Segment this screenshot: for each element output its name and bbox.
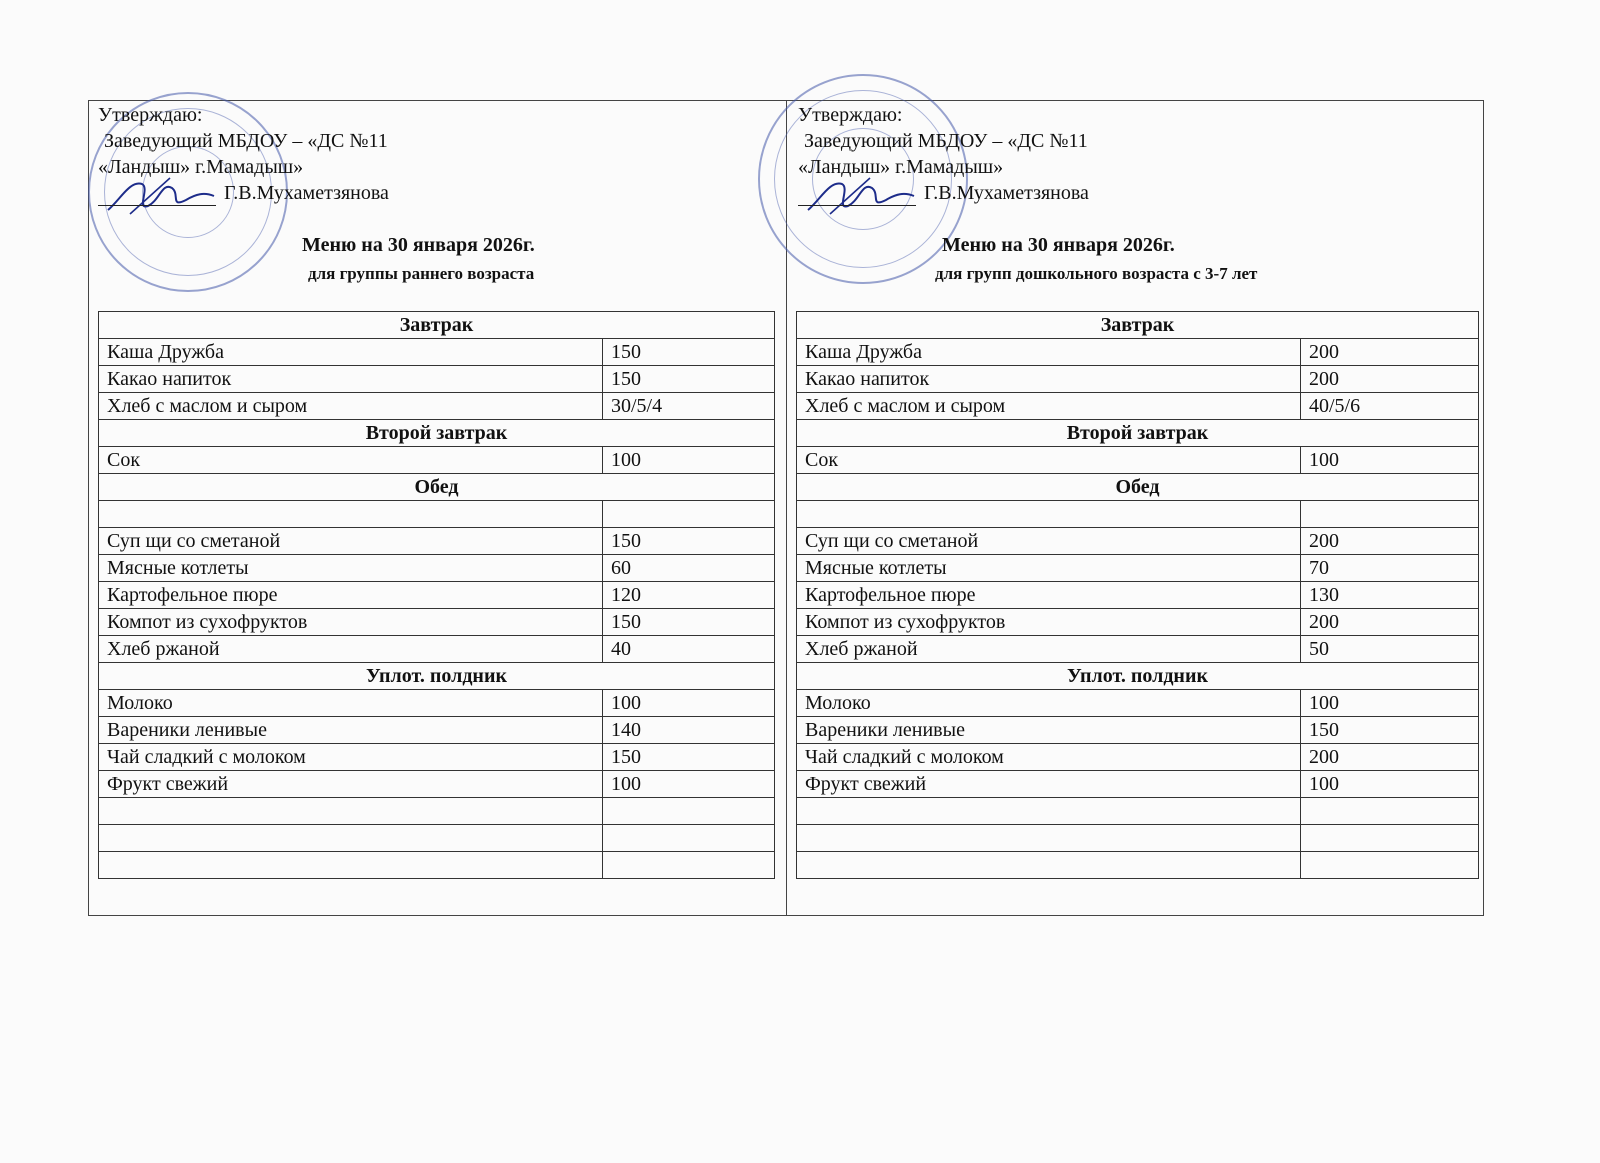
meal-section-heading: Обед: [797, 474, 1479, 501]
signature-line: [798, 185, 916, 206]
table-row: [99, 393, 775, 420]
table-row: [797, 393, 1479, 420]
portion-cell: 150: [603, 528, 775, 555]
portion-cell: [1301, 798, 1479, 825]
table-row: [99, 717, 775, 744]
table-row: [797, 852, 1479, 879]
portion-cell: 130: [1301, 582, 1479, 609]
dish-name-cell: Сок: [797, 447, 1301, 474]
approval-institution: «Ландыш» г.Мамадыш»: [798, 156, 1004, 178]
table-row: [99, 555, 775, 582]
dish-name-cell: Фрукт свежий: [797, 771, 1301, 798]
portion-cell: 150: [1301, 717, 1479, 744]
meal-section-heading: Завтрак: [797, 312, 1479, 339]
dish-name-cell: Чай сладкий с молоком: [99, 744, 603, 771]
table-row: [99, 339, 775, 366]
table-row: [99, 528, 775, 555]
meal-section-heading: Второй завтрак: [797, 420, 1479, 447]
dish-name-cell: Какао напиток: [99, 366, 603, 393]
table-row: [797, 771, 1479, 798]
meal-section-heading: Второй завтрак: [99, 420, 775, 447]
dish-name-cell: Фрукт свежий: [99, 771, 603, 798]
section-row: [99, 663, 775, 690]
approval-institution: «Ландыш» г.Мамадыш»: [98, 156, 304, 178]
portion-cell: 70: [1301, 555, 1479, 582]
section-row: [99, 420, 775, 447]
menu-subtitle-left: для группы раннего возраста: [308, 264, 535, 283]
portion-cell: 60: [603, 555, 775, 582]
portion-cell: 100: [1301, 771, 1479, 798]
table-row: [99, 825, 775, 852]
dish-name-cell: Хлеб с маслом и сыром: [99, 393, 603, 420]
portion-cell: [1301, 852, 1479, 879]
approval-label: Утверждаю:: [798, 104, 903, 126]
table-row: [99, 501, 775, 528]
portion-cell: [1301, 825, 1479, 852]
menu-title-left: Меню на 30 января 2026г.: [302, 234, 535, 256]
portion-cell: [603, 798, 775, 825]
approval-signer: Г.В.Мухаметзянова: [924, 182, 1089, 204]
portion-cell: [603, 852, 775, 879]
portion-cell: 200: [1301, 744, 1479, 771]
table-row: [797, 528, 1479, 555]
approval-block-left: [98, 102, 389, 206]
portion-cell: 150: [603, 744, 775, 771]
table-row: [797, 366, 1479, 393]
dish-name-cell: [797, 852, 1301, 879]
portion-cell: 200: [1301, 528, 1479, 555]
menu-title-right: Меню на 30 января 2026г.: [942, 234, 1175, 256]
table-row: [99, 582, 775, 609]
portion-cell: 200: [1301, 366, 1479, 393]
portion-cell: 30/5/4: [603, 393, 775, 420]
approval-position: Заведующий МБДОУ – «ДС №11: [104, 130, 388, 152]
dish-name-cell: Вареники ленивые: [99, 717, 603, 744]
dish-name-cell: Хлеб с маслом и сыром: [797, 393, 1301, 420]
portion-cell: 100: [603, 690, 775, 717]
dish-name-cell: Компот из сухофруктов: [797, 609, 1301, 636]
dish-name-cell: Мясные котлеты: [99, 555, 603, 582]
section-row: [797, 420, 1479, 447]
signature-line: [98, 185, 216, 206]
portion-cell: 40: [603, 636, 775, 663]
portion-cell: 40/5/6: [1301, 393, 1479, 420]
dish-name-cell: [99, 501, 603, 528]
dish-name-cell: Хлеб ржаной: [99, 636, 603, 663]
table-row: [99, 366, 775, 393]
portion-cell: 50: [1301, 636, 1479, 663]
table-row: [797, 636, 1479, 663]
portion-cell: 100: [1301, 690, 1479, 717]
section-row: [797, 312, 1479, 339]
approval-signer: Г.В.Мухаметзянова: [224, 182, 389, 204]
table-row: [99, 447, 775, 474]
dish-name-cell: Молоко: [797, 690, 1301, 717]
table-row: [797, 825, 1479, 852]
portion-cell: [603, 825, 775, 852]
table-row: [797, 582, 1479, 609]
portion-cell: 100: [603, 447, 775, 474]
portion-cell: 200: [1301, 339, 1479, 366]
dish-name-cell: Молоко: [99, 690, 603, 717]
table-row: [797, 609, 1479, 636]
menu-table-right: [796, 311, 1479, 879]
meal-section-heading: Обед: [99, 474, 775, 501]
dish-name-cell: [797, 825, 1301, 852]
table-row: [797, 798, 1479, 825]
portion-cell: 100: [1301, 447, 1479, 474]
menu-subtitle-right: для групп дошкольного возраста с 3-7 лет: [935, 264, 1258, 283]
dish-name-cell: Картофельное пюре: [99, 582, 603, 609]
table-row: [99, 744, 775, 771]
dish-name-cell: Чай сладкий с молоком: [797, 744, 1301, 771]
table-row: [99, 690, 775, 717]
table-row: [99, 771, 775, 798]
dish-name-cell: Какао напиток: [797, 366, 1301, 393]
dish-name-cell: [797, 501, 1301, 528]
meal-section-heading: Уплот. полдник: [797, 663, 1479, 690]
portion-cell: 150: [603, 339, 775, 366]
portion-cell: 120: [603, 582, 775, 609]
portion-cell: 100: [603, 771, 775, 798]
dish-name-cell: Каша Дружба: [797, 339, 1301, 366]
dish-name-cell: Суп щи со сметаной: [99, 528, 603, 555]
dish-name-cell: [99, 852, 603, 879]
portion-cell: 200: [1301, 609, 1479, 636]
portion-cell: 140: [603, 717, 775, 744]
table-row: [99, 798, 775, 825]
table-row: [797, 555, 1479, 582]
section-row: [99, 474, 775, 501]
portion-cell: 150: [603, 609, 775, 636]
approval-signer-line: [98, 180, 389, 206]
dish-name-cell: [99, 798, 603, 825]
dish-name-cell: Суп щи со сметаной: [797, 528, 1301, 555]
table-row: [797, 717, 1479, 744]
portion-cell: [603, 501, 775, 528]
portion-cell: [1301, 501, 1479, 528]
section-row: [99, 312, 775, 339]
table-row: [797, 501, 1479, 528]
table-row: [99, 609, 775, 636]
table-row: [797, 744, 1479, 771]
dish-name-cell: Каша Дружба: [99, 339, 603, 366]
table-row: [797, 690, 1479, 717]
dish-name-cell: [797, 798, 1301, 825]
table-row: [99, 636, 775, 663]
dish-name-cell: Хлеб ржаной: [797, 636, 1301, 663]
meal-section-heading: Уплот. полдник: [99, 663, 775, 690]
dish-name-cell: Вареники ленивые: [797, 717, 1301, 744]
dish-name-cell: Картофельное пюре: [797, 582, 1301, 609]
approval-block-right: [798, 102, 1089, 206]
dish-name-cell: Сок: [99, 447, 603, 474]
table-row: [797, 447, 1479, 474]
section-row: [797, 663, 1479, 690]
dish-name-cell: [99, 825, 603, 852]
meal-section-heading: Завтрак: [99, 312, 775, 339]
approval-position: Заведующий МБДОУ – «ДС №11: [804, 130, 1088, 152]
table-row: [99, 852, 775, 879]
menu-table-left: [98, 311, 775, 879]
approval-label: Утверждаю:: [98, 104, 203, 126]
approval-signer-line: [798, 180, 1089, 206]
portion-cell: 150: [603, 366, 775, 393]
section-row: [797, 474, 1479, 501]
dish-name-cell: Мясные котлеты: [797, 555, 1301, 582]
table-row: [797, 339, 1479, 366]
dish-name-cell: Компот из сухофруктов: [99, 609, 603, 636]
